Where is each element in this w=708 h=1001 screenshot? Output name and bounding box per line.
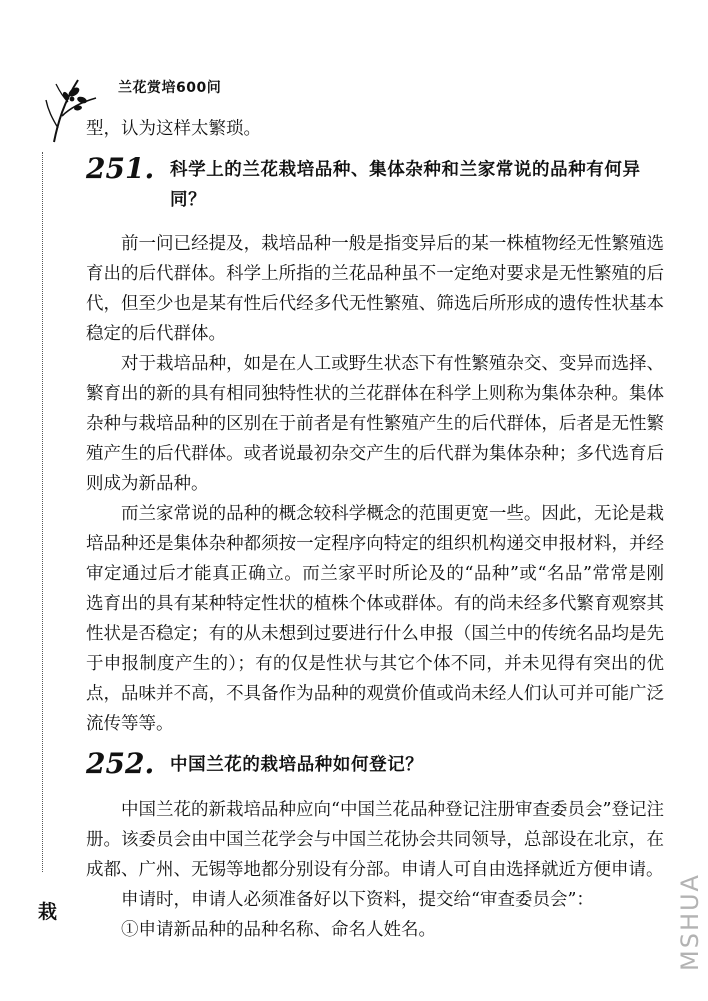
question-number: 252. xyxy=(86,747,155,780)
question-number: 251. xyxy=(86,152,155,185)
question-title: 中国兰花的栽培品种如何登记？ xyxy=(170,755,424,775)
intro-line: 型，认为这样太繁琐。 xyxy=(86,119,261,139)
question-heading-251 xyxy=(86,152,664,215)
margin-dotted-rule xyxy=(42,152,43,872)
paragraph: 而兰家常说的品种的概念较科学概念的范围更宽一些。因此，无论是栽培品种还是集体杂种都须按一定程序向特定的组织机构递交申报材料，并经审定通过后才能真正确立。而兰家平时所论及的“品种”或“名品”常常是刚选育出的具有某种特定性状的植株个体或群体。有的尚未经多代繁育观察其性状是否稳定；有的从未想到过要进行什么申报（国兰中的传统名品均是先于申报制度产生的）；有的仅是性状与其它个体不同，并未见得有突出的优点，品味并不高，不具备作为品种的观赏价值或尚未经人们认可并可能广泛流传等等。 xyxy=(86,504,664,734)
running-header-title: 兰花赏培600问 xyxy=(118,80,222,96)
page-body xyxy=(86,114,664,945)
question-heading-252 xyxy=(86,747,664,781)
watermark-text: MSHUA xyxy=(676,873,704,971)
paragraph: 前一问已经提及，栽培品种一般是指变异后的某一株植物经无性繁殖选育出的后代群体。科学上所指的兰花品种虽不一定绝对要求是无性繁殖的后代，但至少也是某有性后代经多代无性繁殖、筛选后所形成的遗传性状基本稳定的后代群体。 xyxy=(86,234,664,344)
page-side-mark: 栽 xyxy=(38,901,58,923)
paragraph: ①申请新品种的品种名称、命名人姓名。 xyxy=(121,920,436,940)
question-title: 科学上的兰花栽培品种、集体杂种和兰家常说的品种有何异同？ xyxy=(170,160,641,210)
paragraph: 中国兰花的新栽培品种应向“中国兰花品种登记注册审查委员会”登记注册。该委员会由中国兰花学会与中国兰花协会共同领导，总部设在北京，在成都、广州、无锡等地都分别设有分部。申请人可自由选择就近方便申请。 xyxy=(86,800,664,880)
paragraph: 申请时，申请人必须准备好以下资料，提交给“审查委员会”： xyxy=(121,890,594,910)
watermark xyxy=(678,857,702,987)
paragraph: 对于栽培品种，如是在人工或野生状态下有性繁殖杂交、变异而选择、繁育出的新的具有相同独特性状的兰花群体在科学上则称为集体杂种。集体杂种与栽培品种的区别在于前者是有性繁殖产生的后代群体，后者是无性繁殖产生的后代群体。或者说最初杂交产生的后代群为集体杂种；多代选育后则成为新品种。 xyxy=(86,354,664,494)
